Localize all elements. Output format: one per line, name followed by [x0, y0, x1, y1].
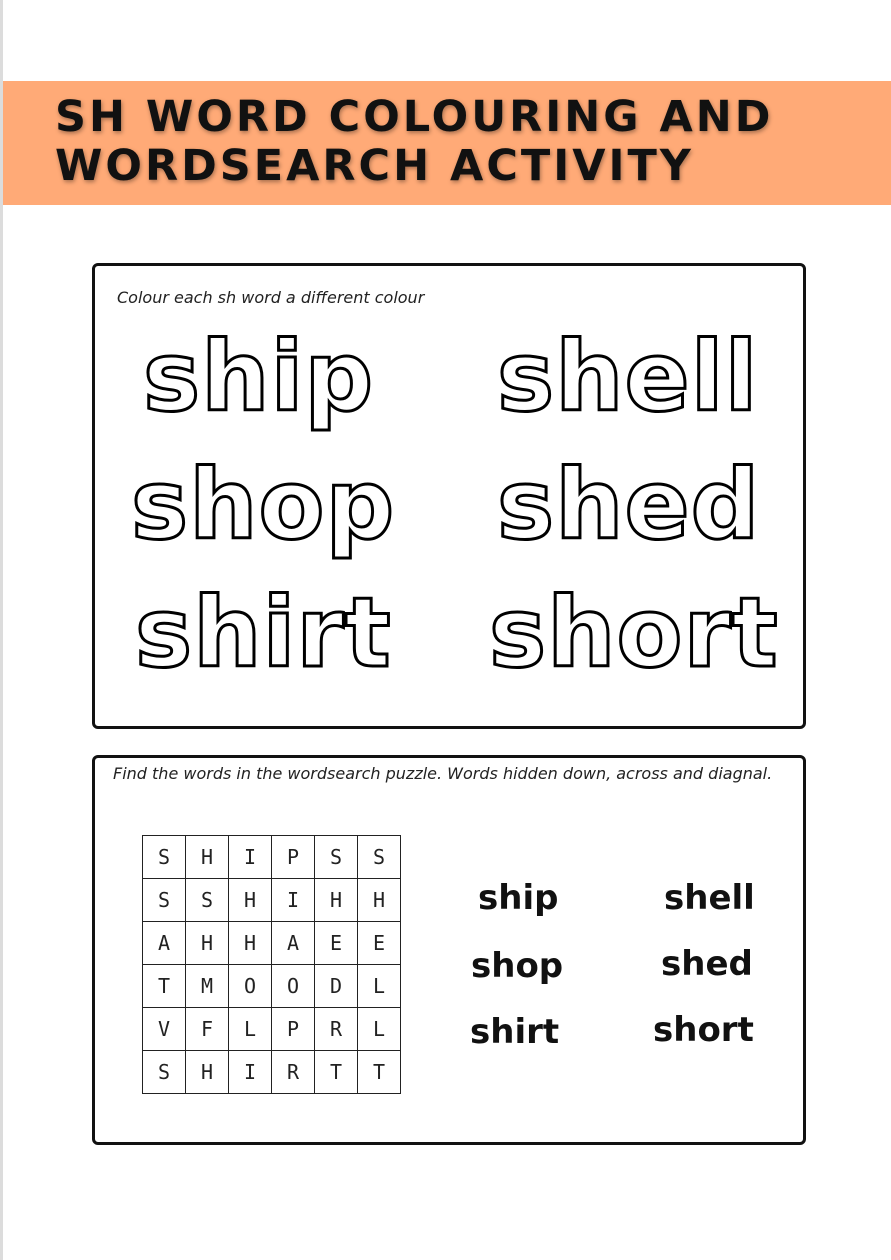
- outline-word-shell: shell: [497, 321, 759, 433]
- grid-row: [143, 1051, 401, 1094]
- grid-cell: I: [229, 836, 272, 879]
- grid-row: [143, 1008, 401, 1051]
- grid-cell: L: [358, 965, 401, 1008]
- grid-row: [143, 879, 401, 922]
- grid-row: [143, 836, 401, 879]
- outline-word-shed: shed: [497, 449, 761, 561]
- word-list-shirt: shirt: [470, 1012, 560, 1052]
- grid-cell: D: [315, 965, 358, 1008]
- outline-word-short: short: [489, 577, 779, 689]
- grid-cell: I: [272, 879, 315, 922]
- grid-cell: S: [143, 1051, 186, 1094]
- grid-cell: A: [272, 922, 315, 965]
- grid-cell: R: [315, 1008, 358, 1051]
- word-list-shell: shell: [664, 878, 755, 918]
- title-banner: [3, 81, 891, 205]
- grid-cell: T: [143, 965, 186, 1008]
- grid-cell: E: [358, 922, 401, 965]
- grid-row: [143, 922, 401, 965]
- word-list-ship: ship: [478, 878, 559, 918]
- colouring-instruction: Colour each sh word a different colour: [117, 288, 425, 307]
- grid-cell: H: [186, 836, 229, 879]
- grid-cell: O: [272, 965, 315, 1008]
- grid-cell: H: [186, 922, 229, 965]
- grid-cell: T: [358, 1051, 401, 1094]
- outline-word-ship: ship: [143, 321, 375, 433]
- grid-cell: I: [229, 1051, 272, 1094]
- grid-cell: H: [358, 879, 401, 922]
- wordsearch-grid: [142, 835, 401, 1094]
- grid-cell: A: [143, 922, 186, 965]
- grid-cell: V: [143, 1008, 186, 1051]
- colouring-panel: [92, 263, 806, 729]
- grid-cell: P: [272, 836, 315, 879]
- grid-cell: P: [272, 1008, 315, 1051]
- grid-cell: S: [358, 836, 401, 879]
- grid-cell: S: [186, 879, 229, 922]
- grid-cell: M: [186, 965, 229, 1008]
- grid-cell: H: [229, 922, 272, 965]
- grid-cell: L: [229, 1008, 272, 1051]
- grid-cell: T: [315, 1051, 358, 1094]
- grid-cell: H: [315, 879, 358, 922]
- word-list-shop: shop: [471, 946, 564, 986]
- grid-cell: H: [186, 1051, 229, 1094]
- grid-cell: S: [315, 836, 358, 879]
- grid-cell: E: [315, 922, 358, 965]
- grid-cell: L: [358, 1008, 401, 1051]
- grid-cell: H: [229, 879, 272, 922]
- wordsearch-panel: [92, 755, 806, 1145]
- outline-word-shop: shop: [131, 449, 396, 561]
- grid-cell: O: [229, 965, 272, 1008]
- grid-cell: F: [186, 1008, 229, 1051]
- grid-cell: S: [143, 836, 186, 879]
- word-list-short: short: [653, 1010, 754, 1050]
- grid-cell: R: [272, 1051, 315, 1094]
- grid-row: [143, 965, 401, 1008]
- page-title: SH WORD COLOURING AND WORDSEARCH ACTIVITY: [55, 92, 774, 191]
- wordsearch-instruction: Find the words in the wordsearch puzzle. Words hidden down, across and diagnal.: [113, 764, 773, 783]
- grid-cell: S: [143, 879, 186, 922]
- outline-word-shirt: shirt: [135, 577, 392, 689]
- word-list-shed: shed: [661, 944, 753, 984]
